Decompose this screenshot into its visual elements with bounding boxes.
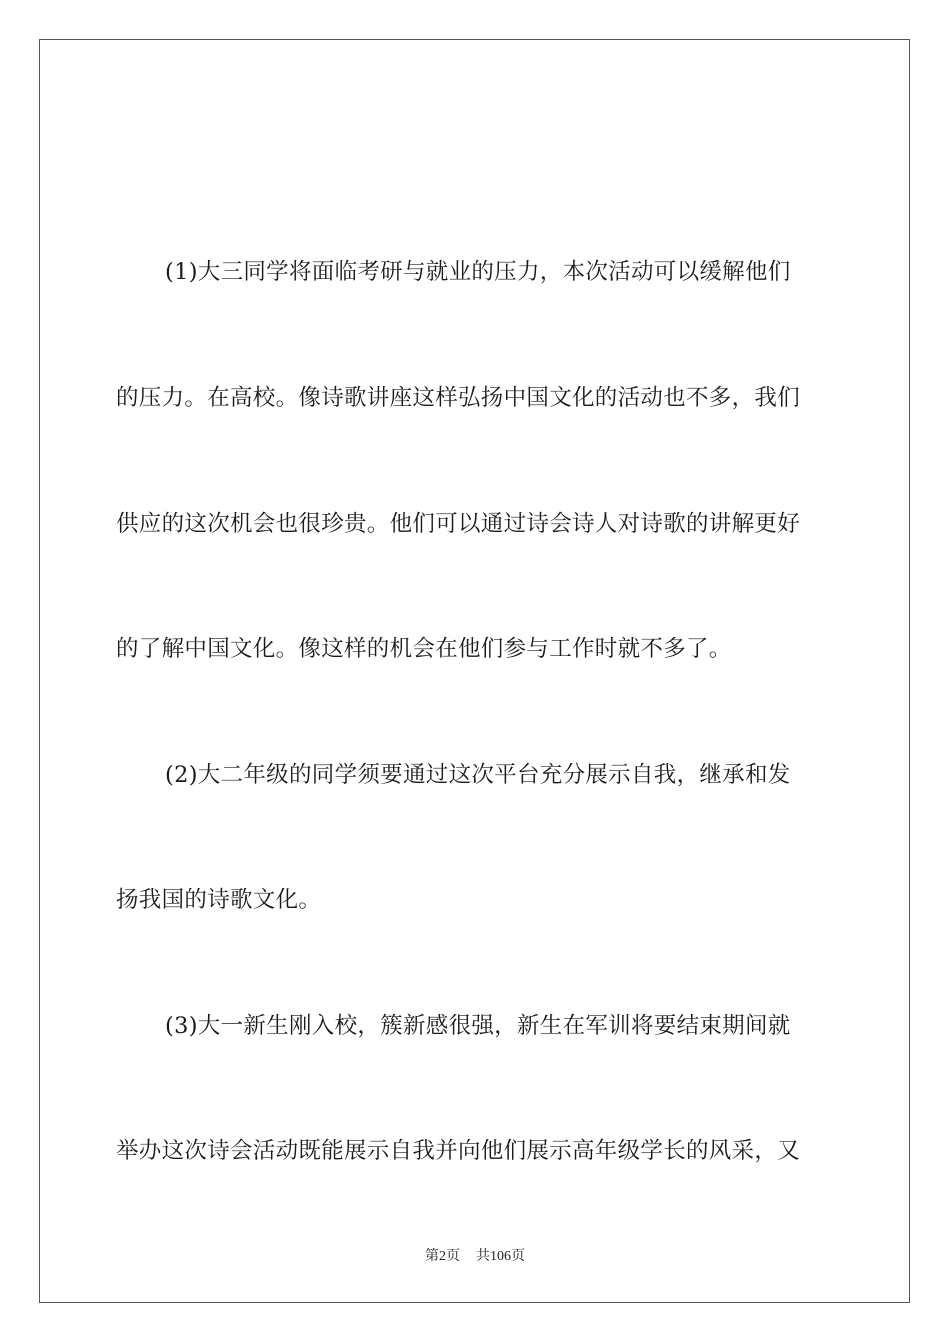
page-frame	[39, 39, 910, 1303]
paragraph-2-line-2: 扬我国的诗歌文化。	[116, 887, 322, 913]
page-footer	[0, 1248, 950, 1266]
paragraph-1-line-1: (1)大三同学将面临考研与就业的压力，本次活动可以缓解他们	[165, 259, 791, 285]
paragraph-1-line-4: 的了解中国文化。像这样的机会在他们参与工作时就不多了。	[116, 636, 732, 662]
paragraph-3-line-1: (3)大一新生刚入校，簇新感很强，新生在军训将要结束期间就	[165, 1013, 791, 1039]
page-total: 共106页	[476, 1249, 525, 1264]
page-number: 第2页	[425, 1249, 460, 1264]
paragraph-3-line-2: 举办这次诗会活动既能展示自我并向他们展示高年级学长的风采，又	[116, 1138, 801, 1164]
paragraph-2-line-1: (2)大二年级的同学须要通过这次平台充分展示自我，继承和发	[165, 762, 791, 788]
paragraph-1-line-2: 的压力。在高校。像诗歌讲座这样弘扬中国文化的活动也不多，我们	[116, 385, 801, 411]
paragraph-1-line-3: 供应的这次机会也很珍贵。他们可以通过诗会诗人对诗歌的讲解更好	[116, 511, 801, 537]
